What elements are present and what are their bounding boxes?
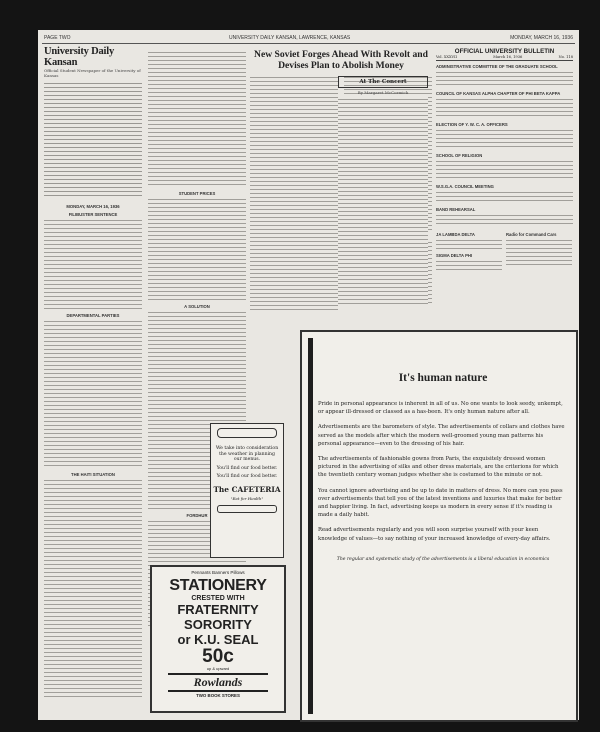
bulletin-column — [436, 48, 573, 271]
cafeteria-ad — [210, 423, 284, 558]
bulletin-item-4: SCHOOL OF RELIGION — [436, 153, 483, 158]
masthead-subtitle: Official Student Newspaper of the University of Kansas — [44, 68, 141, 78]
editorial-head-1: FILIBUSTER SENTENCE — [68, 212, 118, 217]
stationery-price: 50c — [202, 646, 234, 667]
editorial-head-4: STUDENT PRICES — [178, 191, 216, 196]
human-nature-para-3: The advertisements of fashionable gowns from Paris, the exquisitely dressed women pictured in the advertising of silks and other dress materials, are the criterions for which the twentieth century woman judges whether she is costumed to the minute or not. — [318, 456, 559, 479]
bulletin-vol: Vol. XXXVII — [436, 55, 457, 59]
bulletin-item-8: SIGMA DELTA PHI — [436, 253, 473, 258]
stationery-top: Pennants Banners Pillows — [191, 570, 245, 575]
human-nature-para-4: You cannot ignore advertising and be up to date in matters of dress. No more can you pass over advertisements that tell you of the latest inventions and luxuries that make for better and happier living. In fact, advertising keeps us modern in every sense if it's reading is made a daily habit. — [318, 487, 563, 519]
human-nature-ad — [300, 330, 578, 722]
bulletin-no: No. 118 — [558, 55, 573, 59]
page-date: MONDAY, MARCH 16, 1936 — [510, 35, 573, 41]
store-logo: Rowlands — [168, 673, 268, 692]
stationery-line-1: STATIONERY — [169, 577, 267, 594]
paper-name: UNIVERSITY DAILY KANSAN, LAWRENCE, KANSAS — [229, 35, 351, 41]
soviet-headline: New Soviet Forges Ahead With Revolt and Devises Plan to Abolish Money — [254, 49, 428, 71]
header-rule — [42, 43, 575, 44]
bulletin-title: OFFICIAL UNIVERSITY BULLETIN — [454, 48, 555, 55]
ad-left-bar — [308, 338, 313, 714]
human-nature-title: It's human nature — [398, 372, 488, 384]
editorial-text-4 — [148, 50, 246, 188]
stationery-line-4: SORORITY — [184, 617, 252, 632]
cafeteria-tag: "Eat for Health" — [230, 495, 264, 501]
page-number: PAGE TWO — [44, 35, 71, 41]
editorial-text-1 — [44, 218, 142, 310]
stationery-line-3: FRATERNITY — [177, 602, 259, 617]
stationery-per: up & upward — [206, 666, 230, 671]
editorial-head-3: THE HAITI SITUATION — [71, 472, 115, 477]
concert-byline: By Margaret McCormick — [357, 90, 409, 95]
bulletin-item-1: ADMINISTRATIVE COMMITTEE OF THE GRADUATE SCHOOL — [436, 64, 558, 69]
bulletin-item-2: COUNCIL OF KANSAS ALPHA CHAPTER OF PHI BETA KAPPA — [436, 91, 561, 96]
editorial-head-5: A SOLUTION — [184, 304, 210, 309]
bulletin-item-9: Radio for Command Cars — [506, 232, 557, 237]
ad-ornament-bottom — [217, 505, 277, 513]
cafeteria-line-3: You'll find our food better. — [216, 474, 278, 480]
bulletin-item-7: JA LAMBDA DELTA — [436, 232, 475, 237]
editorial-head-2: DEPARTMENTAL PARTIES — [66, 313, 120, 318]
editorial-head-6: FORDHUR — [186, 513, 208, 518]
masthead-date: MONDAY, MARCH 16, 1936 — [66, 204, 120, 209]
editorial-text-3 — [44, 478, 142, 698]
staff-listing — [44, 81, 142, 201]
stationery-ad — [150, 565, 286, 713]
concert-column — [338, 50, 428, 307]
ad-ornament-top — [217, 428, 277, 438]
concert-text — [338, 97, 428, 307]
bulletin-item-5: W.S.G.A. COUNCIL MEETING — [436, 184, 494, 189]
human-nature-tagline: The regular and systematic study of the advertisements is a liberal education in economics — [336, 556, 550, 562]
bulletin-item-6: BAND REHEARSAL — [436, 207, 476, 212]
cafeteria-line-1: We take into consideration the weather in planning our menus. — [215, 446, 279, 463]
stationery-stores: TWO BOOK STORES — [196, 693, 240, 698]
editorial-column — [44, 46, 142, 698]
bulletin-item-3: ELECTION OF Y. W. C. A. OFFICERS — [436, 122, 508, 127]
concert-title: At The Concert — [338, 76, 428, 88]
cafeteria-line-2: You'll find our food better. — [216, 465, 278, 471]
human-nature-para-1: Pride in personal appearance is inherent in all of us. No one wants to look seedy, unkempt, or appear ill-dressed or classed as a has-been. It's only human nature after all. — [318, 401, 563, 416]
editorial-text-5 — [148, 197, 246, 301]
soviet-text-1 — [250, 75, 338, 313]
human-nature-para-5: Read advertisements regularly and you will soon surprise yourself with your keen knowledge of values—to say nothing of your increased knowledge of every-day affairs. — [318, 527, 551, 542]
human-nature-para-2: Advertisements are the barometers of style. The advertisements of collars and clothes have served as the models after which the modern well-groomed young man patterns his personal appearance—even to the dressing of his hair. — [318, 424, 565, 447]
bulletin-date: March 16, 1936 — [493, 55, 523, 59]
newspaper-page — [38, 30, 579, 720]
stationery-line-5: or K.U. SEAL — [177, 632, 259, 647]
masthead-title: University Daily Kansan — [44, 46, 115, 68]
page-header — [44, 35, 573, 41]
stationery-line-2: CRESTED WITH — [191, 595, 245, 602]
editorial-text-2 — [44, 319, 142, 469]
cafeteria-name: The CAFETERIA — [213, 484, 281, 494]
